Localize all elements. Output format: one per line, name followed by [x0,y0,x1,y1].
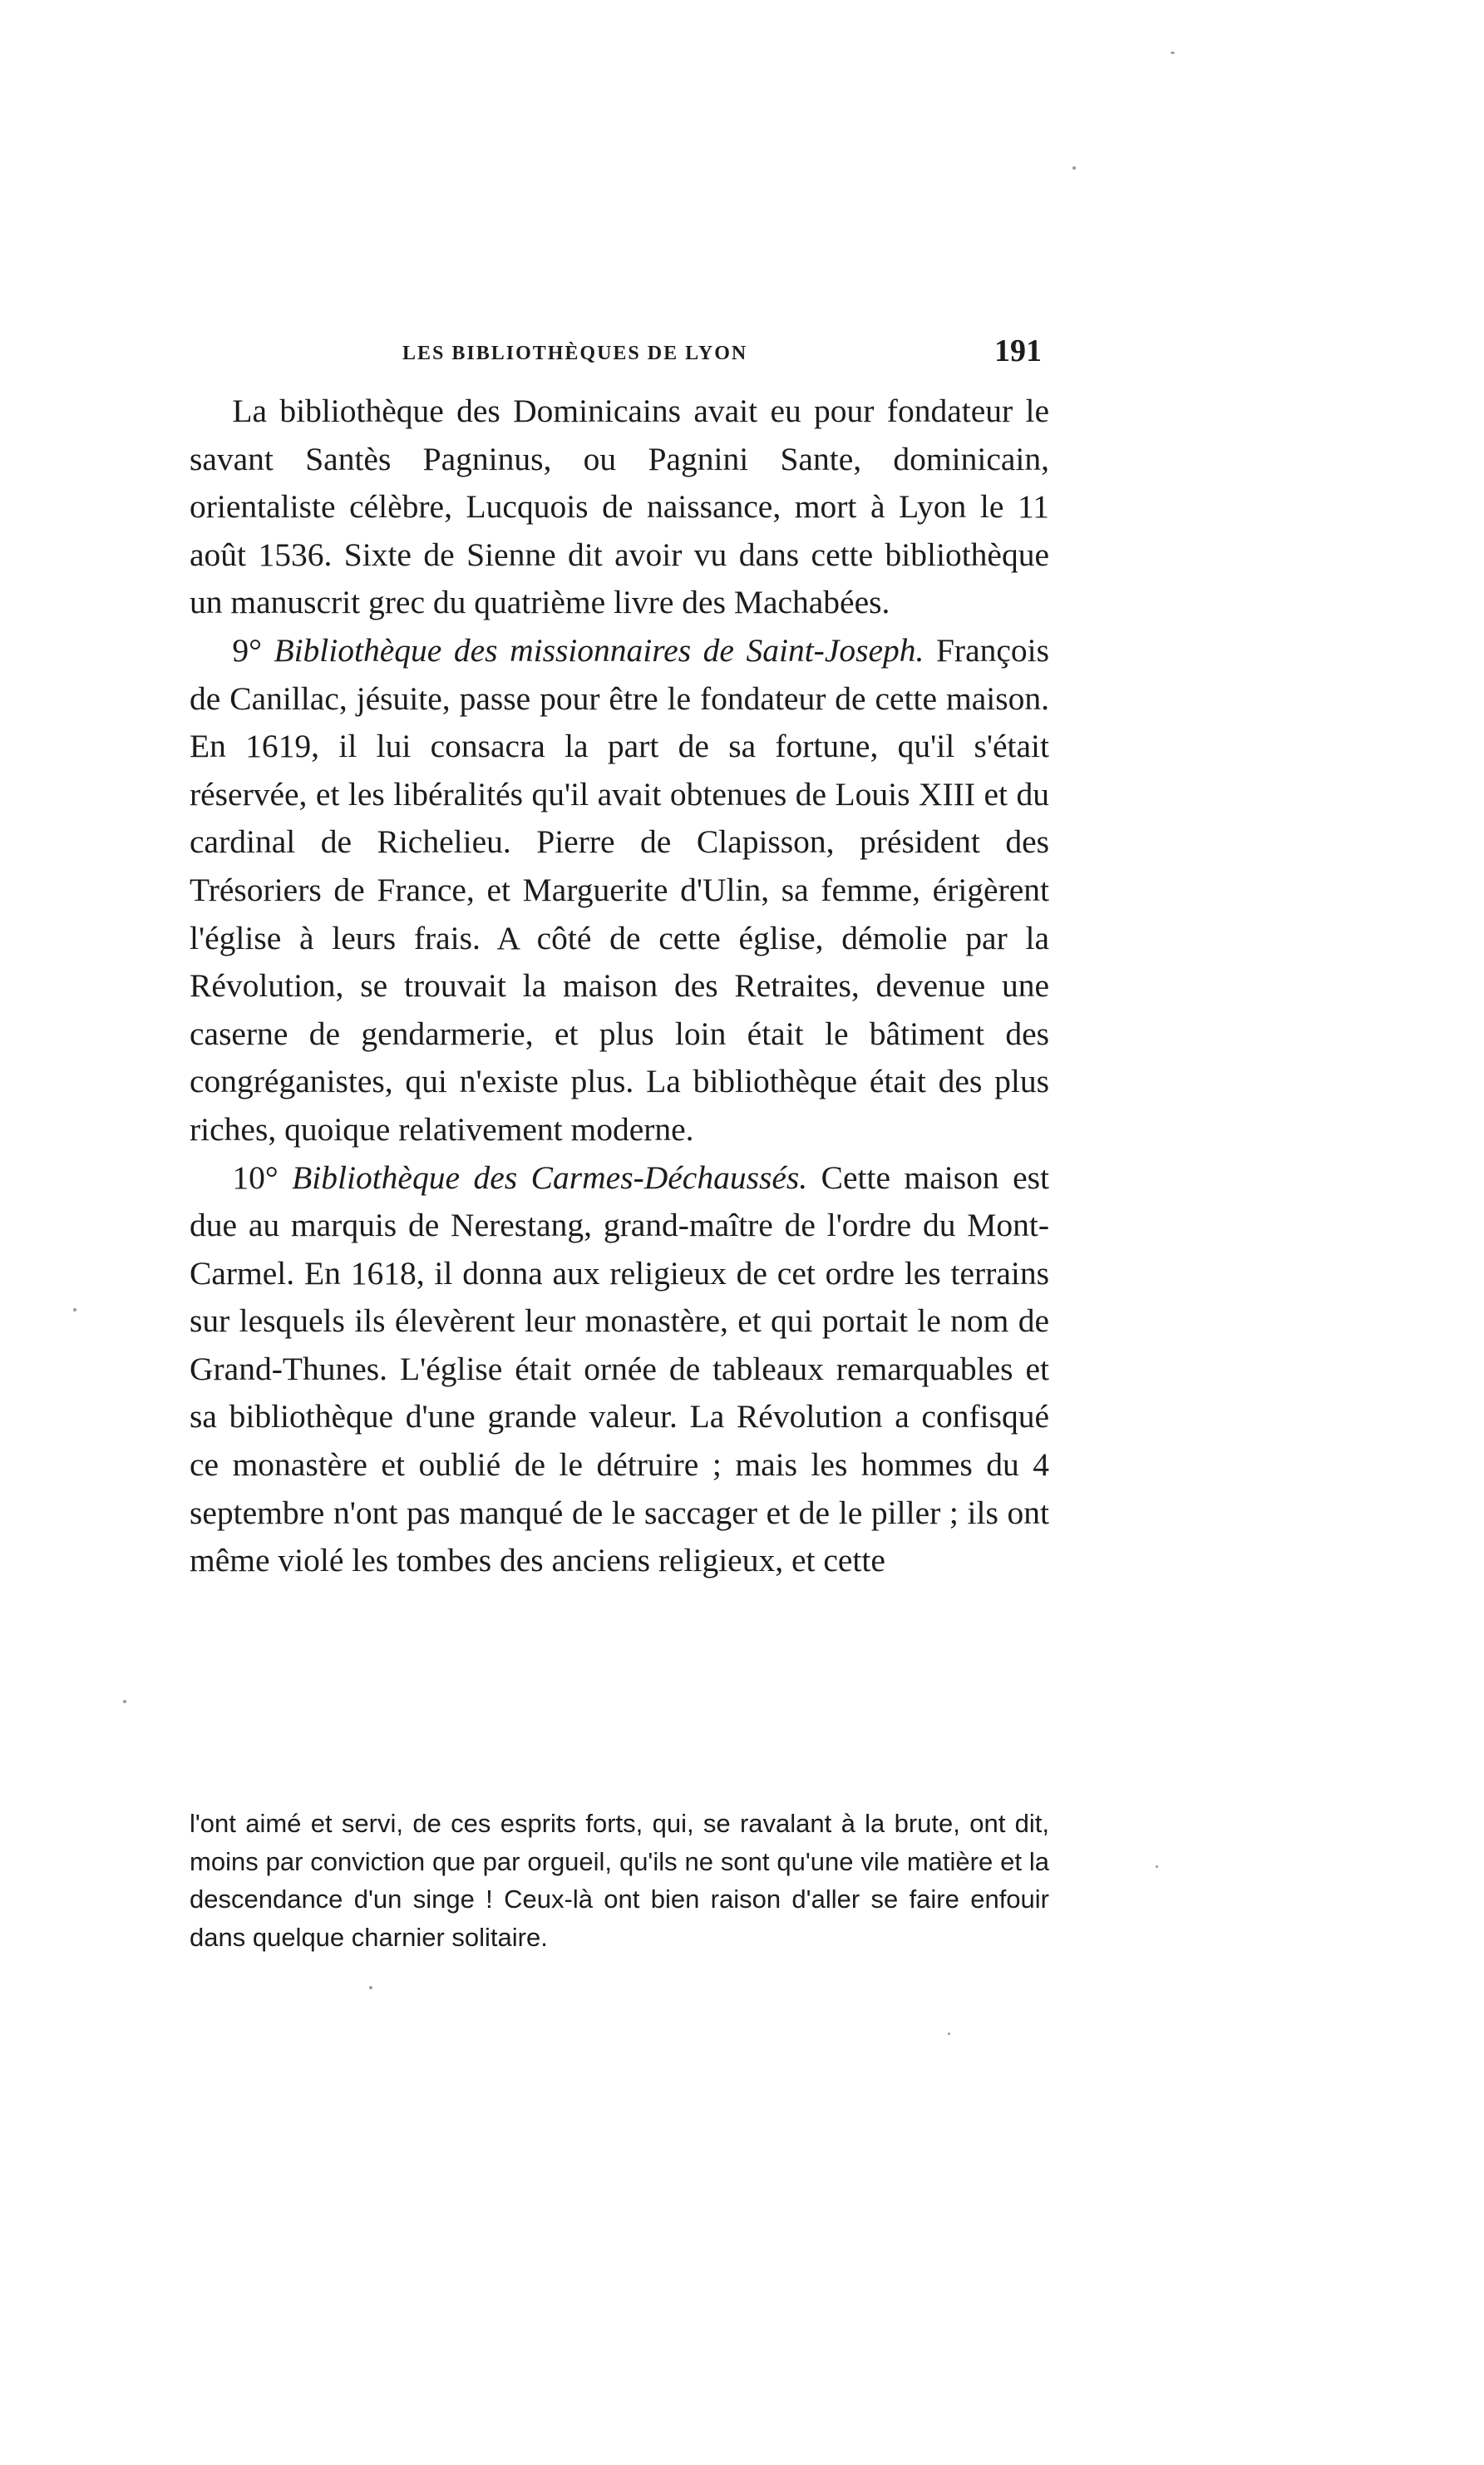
paragraph-carmes-dechausses [190,1154,1049,1585]
paper-speck [369,1986,372,1989]
footnote-text: l'ont aimé et servi, de ces esprits forts, qui, se ravalant à la brute, ont dit, moins par conviction que par orgueil, qu'ils ne sont qu'une vile matière et la descendance d'un singe ! Ceux-là ont bien raison d'aller se faire enfouir dans quelque charnier solitaire. [190,1809,1049,1952]
footnote [190,1805,1049,1956]
paragraph-text: La bibliothèque des Dominicains avait eu pour fondateur le savant Santès Pagninus, ou Pagnini Sante, dominicain, orientaliste célèbre, Lucquois de naissance, mort à Lyon le 11 août 1536. Sixte de Sienne dit avoir vu dans cette bibliothèque un manuscrit grec du quatrième livre des Machabées. [190,393,1049,621]
paper-speck [1156,1865,1158,1868]
section-heading: Bibliothèque des missionnaires de Saint-Joseph. [274,631,924,669]
running-title: LES BIBLIOTHÈQUES DE LYON [402,343,748,364]
paper-speck [73,1308,76,1312]
main-text [190,388,1049,1585]
paragraph-saint-joseph [190,627,1049,1154]
paper-speck [948,2033,950,2035]
paper-speck [1171,52,1175,54]
paper-speck [1072,166,1076,170]
section-number: 9° [232,631,262,669]
page-number: 191 [994,333,1042,368]
section-heading: Bibliothèque des Carmes-Déchaussés. [292,1158,808,1196]
paragraph-text: François de Canillac, jésuite, passe pour être le fondateur de cette maison. En 1619, il lui consacra la part de sa fortune, qu'il s'était réservée, et les libéralités qu'il avait obtenues de Louis XIII et du cardinal de Richelieu. Pierre de Clapisson, président des Trésoriers de France, et Marguerite d'Ulin, sa femme, érigèrent l'église à leurs frais. A côté de cette église, démolie par la Révolution, se trouvait la maison des Retraites, devenue une caserne de gendarmerie, et plus loin était le bâtiment des congréganistes, qui n'existe plus. La bibliothèque était des plus riches, quoique relativement moderne. [190,631,1049,1148]
paragraph-dominicains [190,388,1049,627]
paper-speck [123,1700,126,1703]
paragraph-text: Cette maison est due au marquis de Nerestang, grand-maître de l'ordre du Mont-Carmel. En 1618, il donna aux religieux de cet ordre les terrains sur lesquels ils élevèrent leur monastère, et qui portait le nom de Grand-Thunes. L'église était ornée de tableaux remarquables et sa bibliothèque d'une grande valeur. La Révolution a confisqué ce monastère et oublié de le détruire ; mais les hommes du 4 septembre n'ont pas manqué de le saccager et de le piller ; ils ont même violé les tombes des anciens religieux, et cette [190,1158,1049,1579]
section-number: 10° [232,1158,279,1196]
